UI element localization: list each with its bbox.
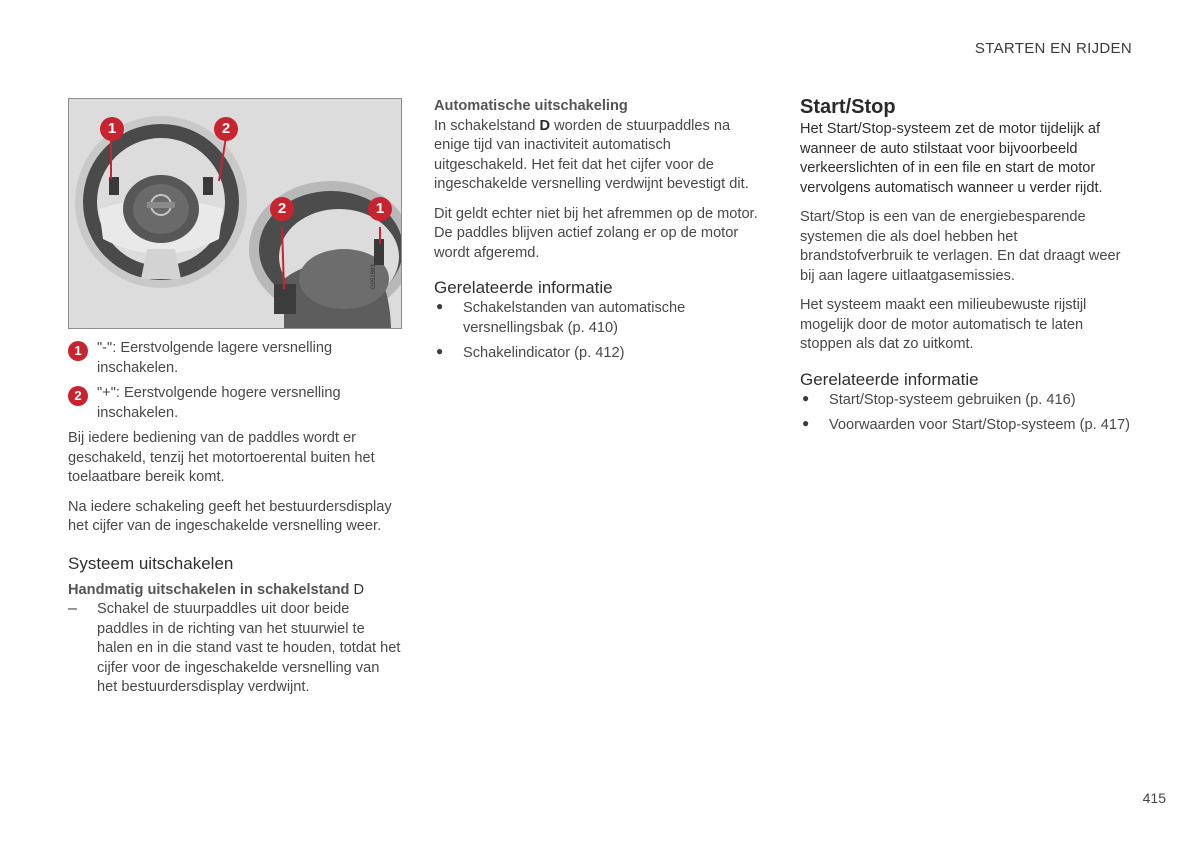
callout-text-upshift: "+": Eerstvolgende hogere versnelling inschakelen. <box>97 385 341 421</box>
bullet-marker: ● <box>436 344 444 358</box>
subheading-auto-off: Automatische uitschakeling <box>434 98 628 114</box>
column-middle <box>434 97 768 370</box>
bullet-marker: ● <box>436 299 444 313</box>
heading-start-stop: Start/Stop <box>800 96 896 118</box>
section-title: STARTEN EN RIJDEN <box>974 40 1132 57</box>
callout-legend <box>68 339 402 698</box>
callout-2-top-right: 2 <box>214 117 238 141</box>
callout-2-side: 2 <box>270 197 294 221</box>
heading-related-info-middle: Gerelateerde informatie <box>434 278 613 297</box>
paragraph-auto-off-end: worden de stuurpaddles na enige tijd van inactiviteit automatisch uitgeschakeld. Het feit dat het cijfer voor de ingeschakelde versnelling verdwijnt bevestigt dit. <box>434 117 749 192</box>
page-number: 415 <box>1142 790 1166 806</box>
step-text: Schakel de stuurpaddles uit door beide paddles in de richting van het stuurwiel te halen en in die stand vast te houden, totdat het cijfer voor de ingeschakelde versnelling van het bestuurdersdisplay verdwijnt. <box>97 601 401 695</box>
bullet-marker: ● <box>802 390 810 405</box>
subheading-manual-off-text: Handmatig uitschakelen in schakelstand <box>68 581 354 598</box>
callout-text-downshift: "-": Eerstvolgende lagere versnelling inschakelen. <box>97 340 333 376</box>
step-item <box>68 600 402 698</box>
paragraph-auto-off <box>434 117 768 195</box>
steering-wheel-paddles-illustration <box>68 98 402 329</box>
heading-related-info-right: Gerelateerde informatie <box>800 369 979 389</box>
related-link-use-start-stop[interactable]: Start/Stop-systeem gebruiken (p. 416) <box>829 391 1076 408</box>
dash-marker: – <box>68 600 77 617</box>
paragraph-eco-driving: Het systeem maakt een milieubewuste rijstijl mogelijk door de motor automatisch te laten stoppen als dat zo uitkomt. <box>800 297 1087 352</box>
related-link-conditions[interactable]: Voorwaarden voor Start/Stop-systeem (p. 417) <box>829 417 1130 433</box>
callout-badge-2: 2 <box>68 386 88 406</box>
paragraph-display-gear: Na iedere schakeling geeft het bestuurdersdisplay het cijfer van de ingeschakelde versnelling weer. <box>68 498 392 534</box>
callout-1-side: 1 <box>368 197 392 221</box>
related-link-item[interactable] <box>800 416 1134 436</box>
paragraph-auto-off-start: In schakelstand <box>434 117 540 134</box>
callout-1-top-left: 1 <box>100 117 124 141</box>
callout-item-downshift <box>68 339 402 378</box>
callout-badge-1: 1 <box>68 341 88 361</box>
paragraph-energy-saving: Start/Stop is een van de energiebesparende systemen die als doel hebben het brandstofverbruik te verlagen. En dat draagt weer bij aan lagere uitlaatgasemissies. <box>800 209 1121 284</box>
column-right <box>800 94 1134 442</box>
paragraph-engine-braking: Dit geldt echter niet bij het afremmen op de motor. De paddles blijven actief zolang er op de motor wordt afgeremd. <box>434 205 758 261</box>
related-link-item[interactable] <box>434 344 768 364</box>
paragraph-paddle-operation: Bij iedere bediening van de paddles wordt er geschakeld, tenzij het motortoerental buiten het toelaatbare bereik komt. <box>68 430 375 485</box>
callout-item-upshift <box>68 384 402 423</box>
related-link-shift-positions[interactable]: Schakelstanden van automatische versnellingsbak (p. 410) <box>463 300 686 336</box>
subheading-manual-off <box>68 581 402 601</box>
related-link-shift-indicator[interactable]: Schakelindicator (p. 412) <box>463 345 625 361</box>
related-link-item[interactable] <box>800 391 1134 411</box>
heading-system-off: Systeem uitschakelen <box>68 553 234 573</box>
bullet-marker: ● <box>802 416 810 430</box>
subheading-gear-d: D <box>353 581 365 598</box>
related-link-item[interactable] <box>434 299 768 338</box>
gear-d-bold: D <box>539 117 551 134</box>
paragraph-intro: Het Start/Stop-systeem zet de motor tijdelijk af wanneer de auto stilstaat voor bijvoorbeeld verkeerslichten of in een file en start de motor vervolgens automatisch wanneer u verder rijdt. <box>800 121 1103 196</box>
figure-code: G051893 <box>371 264 377 289</box>
